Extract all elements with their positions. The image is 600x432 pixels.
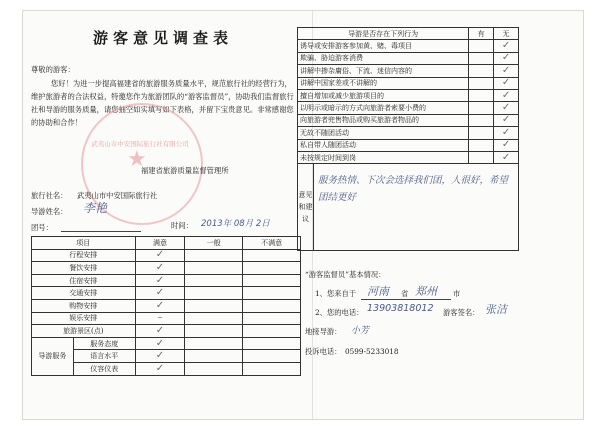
group-label: 团号： bbox=[31, 223, 53, 232]
check-icon: ✓ bbox=[135, 299, 185, 312]
local-guide-label: 地接导游： bbox=[305, 327, 342, 336]
opinion-label: 意见和建议 bbox=[298, 164, 314, 251]
check-icon: ✓ bbox=[135, 337, 185, 350]
behavior-table bbox=[297, 27, 519, 251]
check-icon: ✓ bbox=[135, 287, 185, 300]
check-icon: ✓ bbox=[494, 40, 519, 52]
table-row: 以明示或暗示的方式向旅游者索要小费的 ✓ bbox=[298, 102, 519, 114]
stamp-text: 武夷山市中安国际旅行社有限公司 bbox=[91, 140, 189, 148]
table-row: 向旅游者兜售物品或购买旅游者物品的 ✓ bbox=[298, 114, 519, 126]
table-row: 未按规定时间到岗 ✓ bbox=[298, 151, 519, 163]
supervisor-heading: “游客监督员”基本情况： bbox=[305, 270, 386, 279]
hotline-label: 投诉电话： bbox=[305, 347, 342, 356]
table-row: 购物安排 ✓ bbox=[32, 299, 301, 312]
check-icon: ✓ bbox=[135, 274, 185, 287]
table-row: 仪容仪表 ✓ bbox=[32, 362, 301, 375]
rating-table bbox=[31, 236, 301, 376]
th-item: 项目 bbox=[32, 237, 136, 250]
tourist-signature: 张洁 bbox=[485, 303, 507, 316]
dash-mark-icon: – bbox=[135, 312, 185, 325]
check-icon: ✓ bbox=[135, 362, 185, 375]
check-icon: ✓ bbox=[135, 325, 185, 338]
opinion-text: 服务热情、下次会选择我们团，人很好，希望团结更好 bbox=[317, 175, 508, 204]
origin-label: 1、您来自于 bbox=[315, 289, 357, 298]
survey-form bbox=[22, 10, 584, 420]
group-underline bbox=[61, 231, 141, 232]
stamp-star-icon: ★ bbox=[127, 147, 147, 172]
check-icon: ✓ bbox=[494, 52, 519, 64]
th-average: 一般 bbox=[185, 237, 243, 250]
check-icon: ✓ bbox=[135, 249, 185, 262]
th-yes: 有 bbox=[469, 28, 494, 40]
origin-underline bbox=[361, 299, 451, 300]
check-icon: ✓ bbox=[494, 89, 519, 101]
table-row: 旅游景区(点) ✓ bbox=[32, 325, 301, 338]
table-row: 诱导或安排游客参加黄、赌、毒项目 ✓ bbox=[298, 40, 519, 52]
table-row: 娱乐安排 – bbox=[32, 312, 301, 325]
check-icon: ✓ bbox=[135, 350, 185, 363]
table-row: 讲解中掺杂庸俗、下流、迷信内容的 ✓ bbox=[298, 65, 519, 77]
agency-value: 武夷山市中安国际旅行社 bbox=[77, 191, 158, 200]
guide-label: 导游姓名： bbox=[31, 207, 68, 216]
check-icon: ✓ bbox=[494, 127, 519, 139]
origin-city: 郑州 bbox=[415, 285, 437, 298]
th-no: 无 bbox=[494, 28, 519, 40]
th-behavior: 导游是否存在下列行为 bbox=[298, 28, 469, 40]
th-unsatisfied: 不满意 bbox=[243, 237, 301, 250]
date-value: 2013年 08月 2日 bbox=[201, 219, 270, 229]
check-icon: ✓ bbox=[494, 102, 519, 114]
check-icon: ✓ bbox=[494, 114, 519, 126]
phone-value: 13903818012 bbox=[367, 303, 434, 314]
check-icon: ✓ bbox=[494, 65, 519, 77]
table-row: 交通安排 ✓ bbox=[32, 287, 301, 300]
phone-label: 2、您的电话： bbox=[315, 308, 364, 317]
date-label: 时间： bbox=[171, 221, 193, 230]
agency-label: 旅行社名： bbox=[31, 191, 68, 200]
check-icon: ✓ bbox=[494, 139, 519, 151]
city-unit: 市 bbox=[453, 289, 461, 298]
table-row: 欺骗、胁迫游客消费 ✓ bbox=[298, 52, 519, 64]
opinion-cell bbox=[313, 164, 518, 251]
table-row: 无故不随团活动 ✓ bbox=[298, 127, 519, 139]
guide-name: 李艳 bbox=[83, 201, 108, 215]
origin-province: 河南 bbox=[367, 285, 389, 298]
table-row: 导游服务 服务态度 ✓ bbox=[32, 337, 301, 350]
issuer: 福建省旅游质量监督管理所 bbox=[141, 166, 229, 175]
form-title: 游客意见调查表 bbox=[92, 29, 233, 47]
intro-paragraph: 您好！为进一步提高福建省的旅游服务质量水平，规范旅行社的经营行为，维护旅游者的合法权益，特邀您作为旅游团队的“游客监督员”，协助我们监督旅行社和导游的服务质量，请您抽空如实填写如下表格，并留下宝贵意见。非常感谢您的协助和合作！ bbox=[31, 79, 294, 127]
table-row: 住宿安排 ✓ bbox=[32, 274, 301, 287]
table-row: 讲解中国家差或不讲解的 ✓ bbox=[298, 77, 519, 89]
table-row: 行程安排 ✓ bbox=[32, 249, 301, 262]
guide-service-label: 导游服务 bbox=[32, 337, 74, 375]
check-icon: ✓ bbox=[494, 77, 519, 89]
th-satisfied: 满意 bbox=[135, 237, 185, 250]
table-row: 餐饮安排 ✓ bbox=[32, 262, 301, 275]
table-row: 私自带人随团活动 ✓ bbox=[298, 139, 519, 151]
province-unit: 省 bbox=[401, 289, 409, 298]
check-icon: ✓ bbox=[494, 151, 519, 163]
table-row: 语言水平 ✓ bbox=[32, 350, 301, 363]
signature-label: 游客签名： bbox=[443, 308, 480, 317]
hotline-number: 0599-5233018 bbox=[345, 347, 399, 356]
local-guide-value: 小芳 bbox=[351, 326, 370, 336]
check-icon: ✓ bbox=[135, 262, 185, 275]
salutation: 尊敬的游客： bbox=[31, 65, 75, 74]
table-row: 擅自增加或减少旅游项目的 ✓ bbox=[298, 89, 519, 101]
